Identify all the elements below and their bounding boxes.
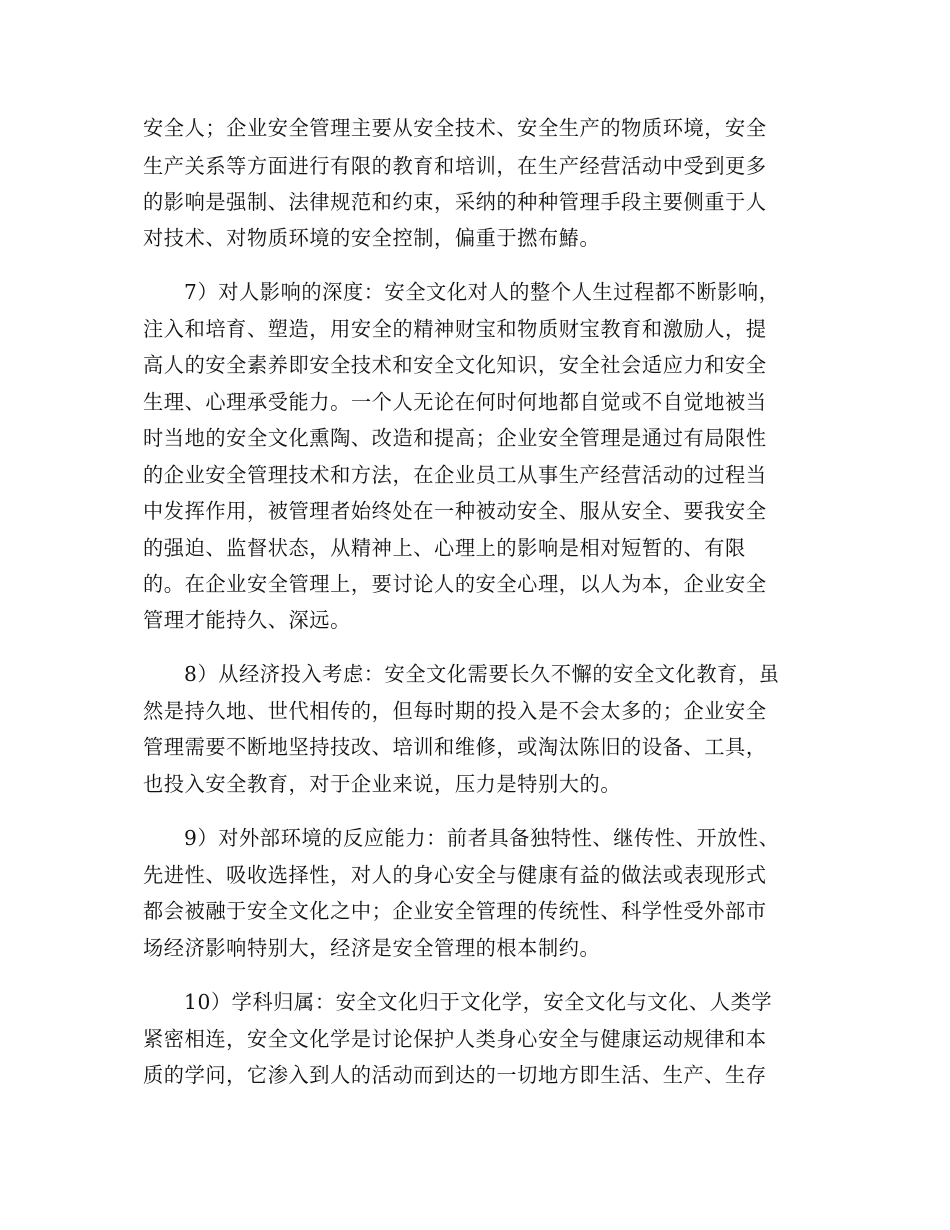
paragraph-line: 都会被融于安全文化之中；企业安全管理的传统性、科学性受外部市 [143,899,767,923]
paragraph-line: 8）从经济投入考虑：安全文化需要长久不懈的安全文化教育，虽 [184,662,780,686]
paragraph-line: 然是持久地、世代相传的，但每时期的投入是不会太多的；企业安全 [143,699,767,723]
paragraph-line: 高人的安全素养即安全技术和安全文化知识，安全社会适应力和安全 [143,353,767,377]
paragraph-line: 的强迫、监督状态，从精神上、心理上的影响是相对短暂的、有限 [143,536,746,560]
paragraph-line: 的企业安全管理技术和方法，在企业员工从事生产经营活动的过程当 [143,463,767,487]
paragraph-line: 10）学科归属：安全文化归于文化学，安全文化与文化、人类学 [184,990,773,1014]
paragraph-line: 管理需要不断地坚持技改、培训和维修，或淘汰陈旧的设备、工具， [143,735,767,759]
paragraph-line: 注入和培育、塑造，用安全的精神财宝和物质财宝教育和激励人，提 [143,317,767,341]
paragraph-line: 先进性、吸收选择性，对人的身心安全与健康有益的做法或表现形式 [143,863,767,887]
paragraph-line: 生产关系等方面进行有限的教育和培训，在生产经营活动中受到更多 [143,154,767,178]
paragraph-line: 9）对外部环境的反应能力：前者具备独特性、继传性、开放性、 [184,826,780,850]
paragraph-line: 安全人；企业安全管理主要从安全技术、安全生产的物质环境，安全 [143,116,767,140]
paragraph-line: 生理、心理承受能力。一个人无论在何时何地都自觉或不自觉地被当 [143,390,767,414]
paragraph-line: 管理才能持久、深远。 [143,608,351,632]
paragraph-line: 7）对人影响的深度：安全文化对人的整个人生过程都不断影响， [184,280,780,304]
paragraph-line: 也投入安全教育，对于企业来说，压力是特别大的。 [143,772,622,796]
paragraph-line: 场经济影响特别大，经济是安全管理的根本制约。 [143,936,601,960]
paragraph-line: 中发挥作用，被管理者始终处在一种被动安全、服从安全、要我安全 [143,499,767,523]
paragraph-line: 的影响是强制、法律规范和约束，采纳的种种管理手段主要侧重于人 [143,190,767,214]
paragraph-line: 时当地的安全文化熏陶、改造和提高；企业安全管理是通过有局限性 [143,426,767,450]
paragraph-line: 紧密相连，安全文化学是讨论保护人类身心安全与健康运动规律和本 [143,1027,767,1051]
paragraph-line: 的。在企业安全管理上，要讨论人的安全心理，以人为本，企业安全 [143,572,767,596]
paragraph-line: 对技术、对物质环境的安全控制，偏重于撚布鰆。 [143,226,601,250]
paragraph-line: 质的学问，它渗入到人的活动而到达的一切地方即生活、生产、生存 [143,1063,767,1087]
